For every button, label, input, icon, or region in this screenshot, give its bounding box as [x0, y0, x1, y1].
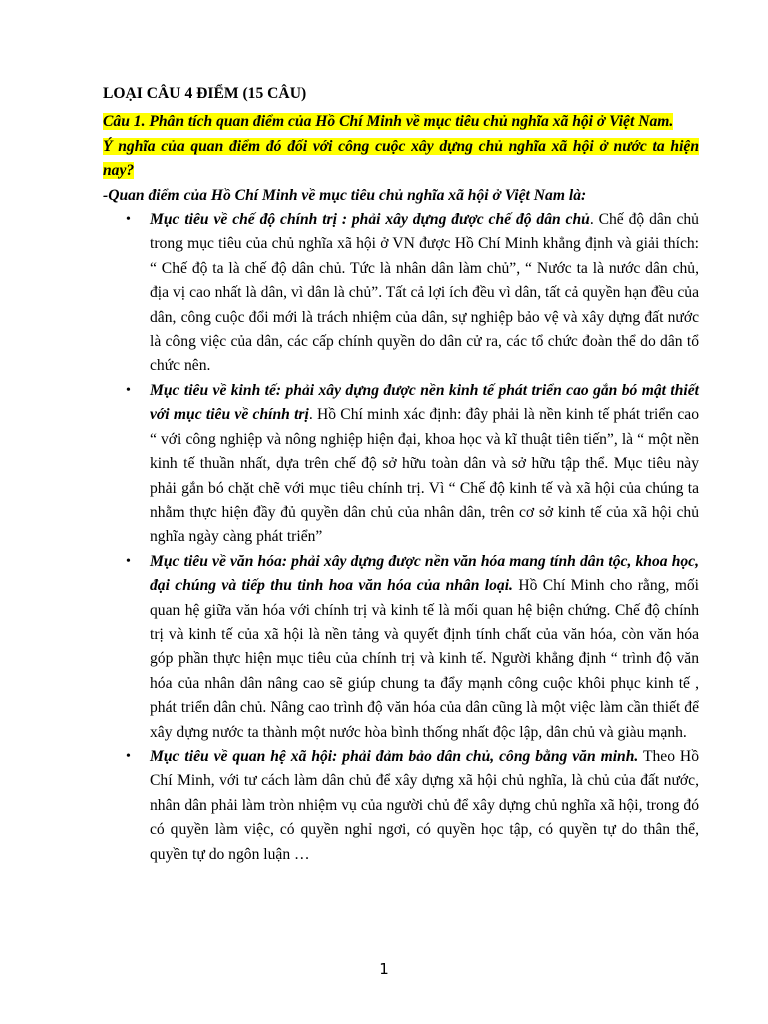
bullet-item-social	[103, 745, 699, 867]
highlighted-question: Câu 1. Phân tích quan điểm của Hồ Chí Minh về mục tiêu chủ nghĩa xã hội ở Việt Nam.	[103, 113, 674, 131]
bullet-lead: Mục tiêu về văn hóa: phải xây dựng được nền văn hóa mang tính dân tộc, khoa học, đại chúng và tiếp thu tinh hoa văn hóa của nhân loại.	[150, 552, 699, 595]
bullet-text: Theo Hồ Chí Minh, với tư cách làm dân chủ để xây dựng xã hội chủ nghĩa, là chủ của đất nước, nhân dân phải làm tròn nhiệm vụ của người chủ để xây dựng chủ nghĩa xã hội, trong đó có quyền làm việc, có quyền nghỉ ngơi, có quyền học tập, có quyền tự do thân thể, quyền tự do ngôn luận …	[150, 747, 699, 863]
bullet-text: . Hồ Chí minh xác định: đây phải là nền kinh tế phát triển cao “ với công nghiệp và nông nghiệp hiện đại, khoa học và kĩ thuật tiên tiến”, là “ một nền kinh tế thuần nhất, dựa trên chế độ sở hữu toàn dân và sở hữu tập thể. Mục tiêu này phải gắn bó chặt chẽ với mục tiêu chính trị. Vì “ Chế độ kinh tế và xã hội của chúng ta nhằm thực hiện đầy đủ quyền dân chủ của nhân dân, trên cơ sở kinh tế của xã hội chủ nghĩa ngày càng phát triển”	[150, 406, 699, 546]
bullet-text: Hồ Chí Minh cho rằng, mối quan hệ giữa văn hóa với chính trị và kinh tế là mối quan hệ biện chứng. Chế độ chính trị và kinh tế của xã hội là nền tảng và quyết định tính chất của văn hóa, còn văn hóa góp phần thực hiện mục tiêu của chính trị và kinh tế. Người khẳng định “ trình độ văn hóa của nhân dân nâng cao sẽ giúp chung ta đẩy mạnh công cuộc khôi phục kinh tế , phát triển dân chủ. Nâng cao trình độ văn hóa của dân cũng là một việc làm cần thiết để xây dựng nước ta thành một nước hòa bình thống nhất độc lập, dân chủ và giàu mạnh.	[150, 577, 699, 741]
question-line-2	[103, 135, 699, 184]
bullet-text: . Chế độ dân chủ trong mục tiêu của chủ nghĩa xã hội ở VN được Hồ Chí Minh khẳng định và giải thích: “ Chế độ ta là chế độ dân chủ. Tức là nhân dân làm chủ”, “ Nước ta là nước dân chủ, địa vị cao nhất là dân, vì dân là chủ”. Tất cả lợi ích đều vì dân, tất cả quyền hạn đều của dân, công cuộc đổi mới là trách nhiệm của dân, sự nghiệp bảo vệ và xây dựng đất nước là công việc của dân, các cấp chính quyền do dân cử ra, các tổ chức đoàn thể do dân tổ chức nên.	[150, 211, 699, 375]
bullet-lead: Mục tiêu về kinh tế: phải xây dựng được nền kinh tế phát triển cao gắn bó mật thiết với mục tiêu về chính trị	[150, 381, 699, 424]
bullet-item-political	[103, 208, 699, 379]
bullet-icon: •	[126, 553, 131, 569]
page-number: 1	[379, 960, 389, 978]
document-page	[103, 82, 699, 867]
question-line-1	[103, 110, 699, 134]
bullet-icon: •	[126, 382, 131, 398]
bullet-list	[103, 208, 699, 867]
bullet-lead: Mục tiêu về quan hệ xã hội: phải đảm bảo dân chủ, công bằng văn minh.	[150, 747, 639, 765]
bullet-icon: •	[126, 748, 131, 764]
bullet-item-economic	[103, 379, 699, 550]
answer-intro: -Quan điểm của Hồ Chí Minh về mục tiêu chủ nghĩa xã hội ở Việt Nam là:	[103, 186, 587, 204]
section-title: LOẠI CÂU 4 ĐIỂM (15 CÂU)	[103, 85, 307, 102]
bullet-icon: •	[126, 212, 131, 228]
bullet-lead: Mục tiêu về chế độ chính trị : phải xây dựng được chế độ dân chủ	[150, 211, 590, 229]
bullet-item-cultural	[103, 550, 699, 745]
highlighted-question-significance: Ý nghĩa của quan điểm đó đối với công cuộc xây dựng chủ nghĩa xã hội ở nước ta hiện nay?	[103, 137, 699, 180]
